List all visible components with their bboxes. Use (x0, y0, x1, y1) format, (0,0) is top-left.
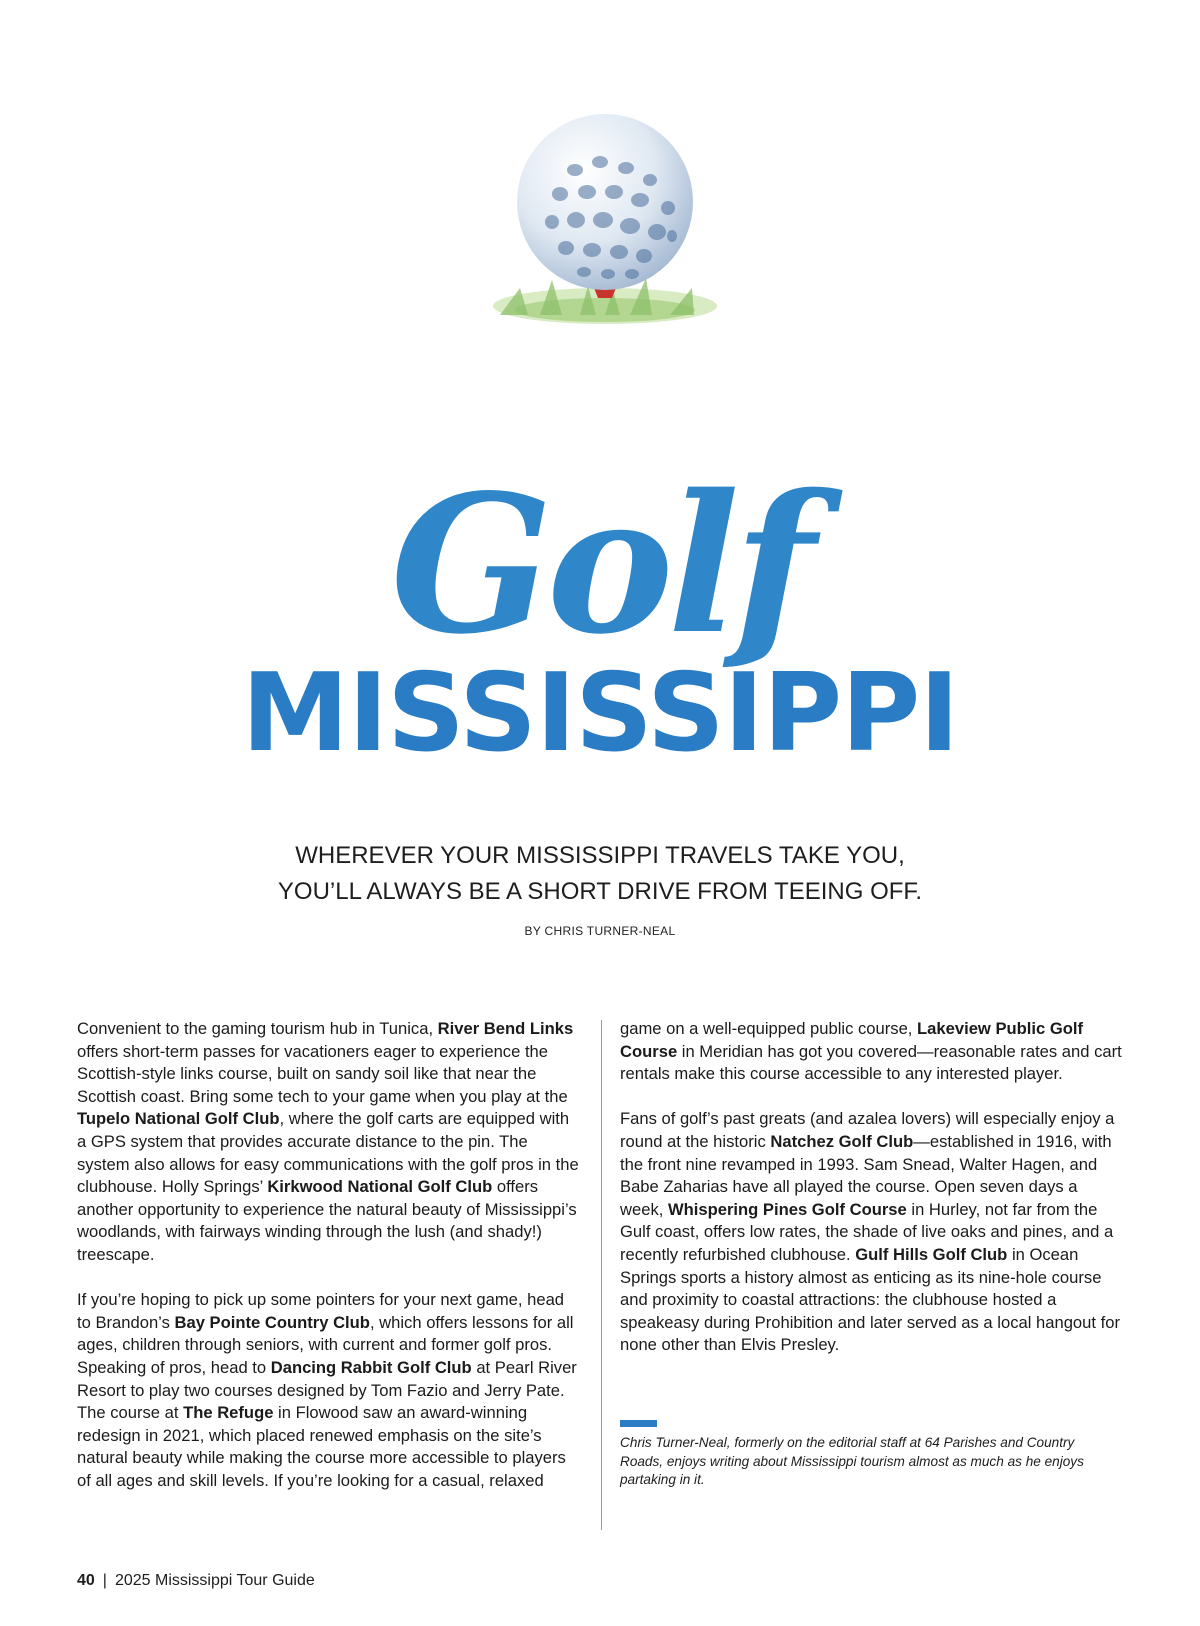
golf-ball-on-tee-icon (480, 110, 730, 340)
golf-ball-illustration (480, 110, 730, 340)
title-main: MISSISSIPPI (241, 651, 959, 776)
publication-name: 2025 Mississippi Tour Guide (114, 1572, 315, 1589)
venue-name: The Refuge (183, 1403, 274, 1423)
venue-name: Lakeview Public Golf Course (620, 1019, 1084, 1061)
right-column (620, 1018, 1122, 1380)
bio-accent-bar (620, 1420, 657, 1427)
venue-name: Natchez Golf Club (770, 1131, 914, 1151)
left-column (77, 1018, 580, 1515)
author-bio: Chris Turner-Neal, formerly on the editorial staff at 64 Parishes and Country Roads, enjoys writing about Mississippi tourism almost as much as he enjoys partaking in it. (620, 1435, 1084, 1487)
deck-line-1: WHEREVER YOUR MISSISSIPPI TRAVELS TAKE YOU, (295, 842, 905, 869)
paragraph: If you’re hoping to pick up some pointers for your next game, head to Brandon’s Bay Pointe Country Club, which offers lessons for all ages, children through seniors, with current and former golf pros. Speaking of pros, head to Dancing Rabbit Golf Club at Pearl River Resort to play two courses designed by Tom Fazio and Jerry Pate. The course at The Refuge in Flowood saw an award-winning redesign in 2021, which placed renewed emphasis on the site’s natural beauty while making the course more accessible to players of all ages and skill levels. If you’re looking for a casual, relaxed (77, 1290, 577, 1490)
venue-name: Bay Pointe Country Club (174, 1312, 370, 1332)
venue-name: Tupelo National Golf Club (77, 1109, 280, 1129)
column-divider (601, 1020, 602, 1530)
venue-name: Gulf Hills Golf Club (855, 1244, 1008, 1264)
title-script: Golf (390, 453, 810, 676)
paragraph: Convenient to the gaming tourism hub in Tunica, River Bend Links offers short-term passes for vacationers eager to experience the Scottish-style links course, built on sandy soil like that near the Scottish coast. Bring some tech to your game when you play at the Tupelo National Golf Club, where the golf carts are equipped with a GPS system that provides accurate distance to the pin. The system also allows for easy communications with the golf pros in the clubhouse. Holly Springs’ Kirkwood National Golf Club offers another opportunity to experience the natural beauty of Mississippi’s woodlands, with fairways winding through the lush (and shady!) treescape. (77, 1019, 579, 1264)
byline: BY CHRIS TURNER-NEAL (524, 924, 676, 938)
paragraph: Fans of golf’s past greats (and azalea lovers) will especially enjoy a round at the historic Natchez Golf Club—established in 1916, with the front nine revamped in 1993. Sam Snead, Walter Hagen, and Babe Zaharias have all played the course. Open seven days a week, Whispering Pines Golf Course in Hurley, not far from the Gulf coast, offers low rates, the shade of live oaks and pines, and a recently refurbished clubhouse. Gulf Hills Golf Club in Ocean Springs sports a history almost as enticing as its nine-hole course and proximity to coastal attractions: the clubhouse hosted a speakeasy during Prohibition and later served as a local hangout for none other than Elvis Presley. (620, 1109, 1120, 1355)
page-footer (77, 1572, 315, 1590)
deck-line-2: YOU’LL ALWAYS BE A SHORT DRIVE FROM TEEING OFF. (277, 878, 923, 905)
deck (0, 838, 1200, 910)
page-number: 40 (77, 1572, 95, 1589)
footer-separator: | (102, 1572, 107, 1589)
venue-name: Kirkwood National Golf Club (267, 1177, 493, 1197)
paragraph: game on a well-equipped public course, Lakeview Public Golf Course in Meridian has got you covered—reasonable rates and cart rentals make this course accessible to any interested player. (620, 1019, 1122, 1084)
venue-name: Whispering Pines Golf Course (667, 1199, 907, 1219)
venue-name: Dancing Rabbit Golf Club (270, 1357, 472, 1377)
venue-name: River Bend Links (437, 1019, 574, 1038)
